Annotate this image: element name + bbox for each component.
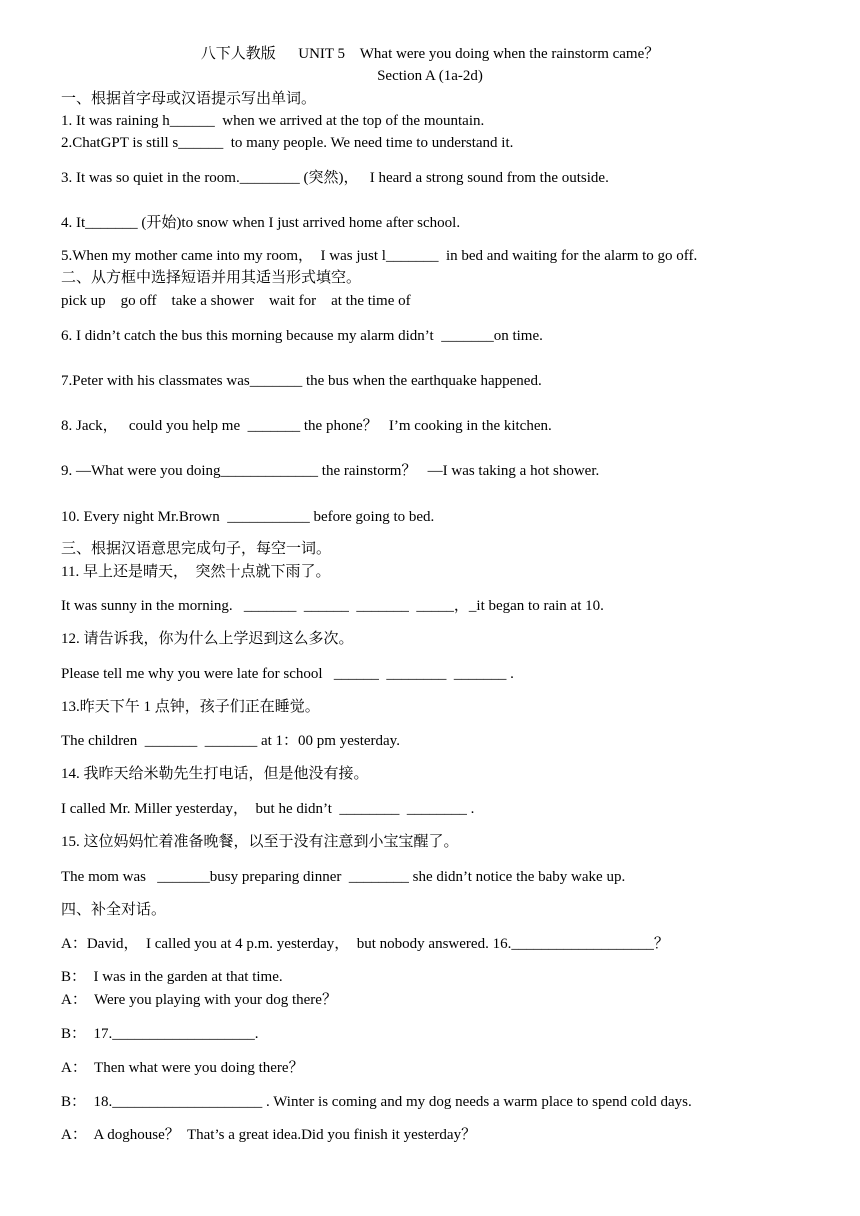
blank[interactable]: h______ [162, 113, 215, 129]
question-2: 2.ChatGPT is still s______ to many people. We need time to understand it. [61, 135, 514, 151]
question-4: 4. It_______ (开始)to snow when I just arrived home after school. [61, 215, 461, 231]
dialog-line-3: A： Were you playing with your dog there？ [61, 992, 337, 1008]
question-7: 7.Peter with his classmates was_______ the bus when the earthquake happened. [61, 373, 542, 389]
section-heading-2: 二、从方框中选择短语并用其适当形式填空。 [61, 270, 362, 286]
question-10: 10. Every night Mr.Brown ___________ before going to bed. [61, 509, 435, 525]
blank[interactable]: ___________ [227, 509, 310, 525]
dialog-line-1: A：David， I called you at 4 p.m. yesterday， but nobody answered. 16.___________________？ [61, 936, 669, 952]
section-heading-3: 三、根据汉语意思完成句子，每空一词。 [61, 541, 332, 557]
dialog-line-4: B： 17.___________________. [61, 1026, 259, 1042]
question-15-english[interactable]: The mom was _______busy preparing dinner ________ she didn’t notice the baby wake up. [61, 869, 626, 885]
question-6: 6. I didn’t catch the bus this morning because my alarm didn’t _______on time. [61, 328, 543, 344]
section-heading-1: 一、根据首字母或汉语提示写出单词。 [61, 91, 317, 107]
question-13-chinese: 13.昨天下午 1 点钟，孩子们正在睡觉。 [61, 699, 320, 715]
blank[interactable]: ____________________ [112, 1094, 263, 1110]
dialog-line-7: A： A doghouse？ That’s a great idea.Did you finish it yesterday？ [61, 1127, 477, 1143]
question-13-english[interactable]: The children _______ _______ at 1：00 pm yesterday. [61, 733, 400, 749]
dialog-line-2: B： I was in the garden at that time. [61, 969, 283, 985]
question-11-english[interactable]: It was sunny in the morning. _______ ______ _______ _____，_it began to rain at 10. [61, 598, 604, 614]
question-14-chinese: 14. 我昨天给米勒先生打电话，但是他没有接。 [61, 766, 369, 782]
section-heading-4: 四、补全对话。 [61, 902, 167, 918]
blank[interactable]: _______ [249, 373, 303, 389]
question-1: 1. It was raining h______ when we arrived at the top of the mountain. [61, 113, 485, 129]
dialog-line-5: A： Then what were you doing there？ [61, 1060, 304, 1076]
question-12-chinese: 12. 请告诉我，你为什么上学迟到这么多次。 [61, 631, 354, 647]
blank[interactable]: s______ [172, 135, 224, 151]
document-subtitle: Section A (1a-2d) [377, 68, 483, 84]
document-title: 八下人教版 UNIT 5 What were you doing when the rainstorm came？ [200, 46, 660, 62]
question-15-chinese: 15. 这位妈妈忙着准备晚餐，以至于没有注意到小宝宝醒了。 [61, 834, 459, 850]
blank[interactable]: l_______ [381, 248, 439, 264]
question-8: 8. Jack， could you help me _______ the phone？ I’m cooking in the kitchen. [61, 418, 552, 434]
question-14-english[interactable]: I called Mr. Miller yesterday， but he didn’t ________ ________ . [61, 801, 475, 817]
question-11-chinese: 11. 早上还是晴天， 突然十点就下雨了。 [61, 564, 331, 580]
blank[interactable]: _____________ [220, 463, 319, 479]
dialog-line-6: B： 18.____________________ . Winter is coming and my dog needs a warm place to spend cold days. [61, 1094, 692, 1110]
question-9: 9. —What were you doing_____________ the rainstorm？ —I was taking a hot shower. [61, 463, 600, 479]
blank[interactable]: ________ [239, 170, 300, 186]
blank[interactable]: ___________________ [511, 936, 654, 952]
blank[interactable]: _______ [247, 418, 301, 434]
question-12-english[interactable]: Please tell me why you were late for school ______ ________ _______ . [61, 666, 514, 682]
phrase-box: pick up go off take a shower wait for at the time of [61, 293, 411, 309]
question-3: 3. It was so quiet in the room.________ (突然)， I heard a strong sound from the outside. [61, 170, 609, 186]
question-5: 5.When my mother came into my room， I was just l_______ in bed and waiting for the alarm to go off. [61, 248, 698, 264]
blank[interactable]: ___________________ [112, 1026, 255, 1042]
blank[interactable]: _______ [85, 215, 138, 231]
blank[interactable]: _______ [441, 328, 494, 344]
